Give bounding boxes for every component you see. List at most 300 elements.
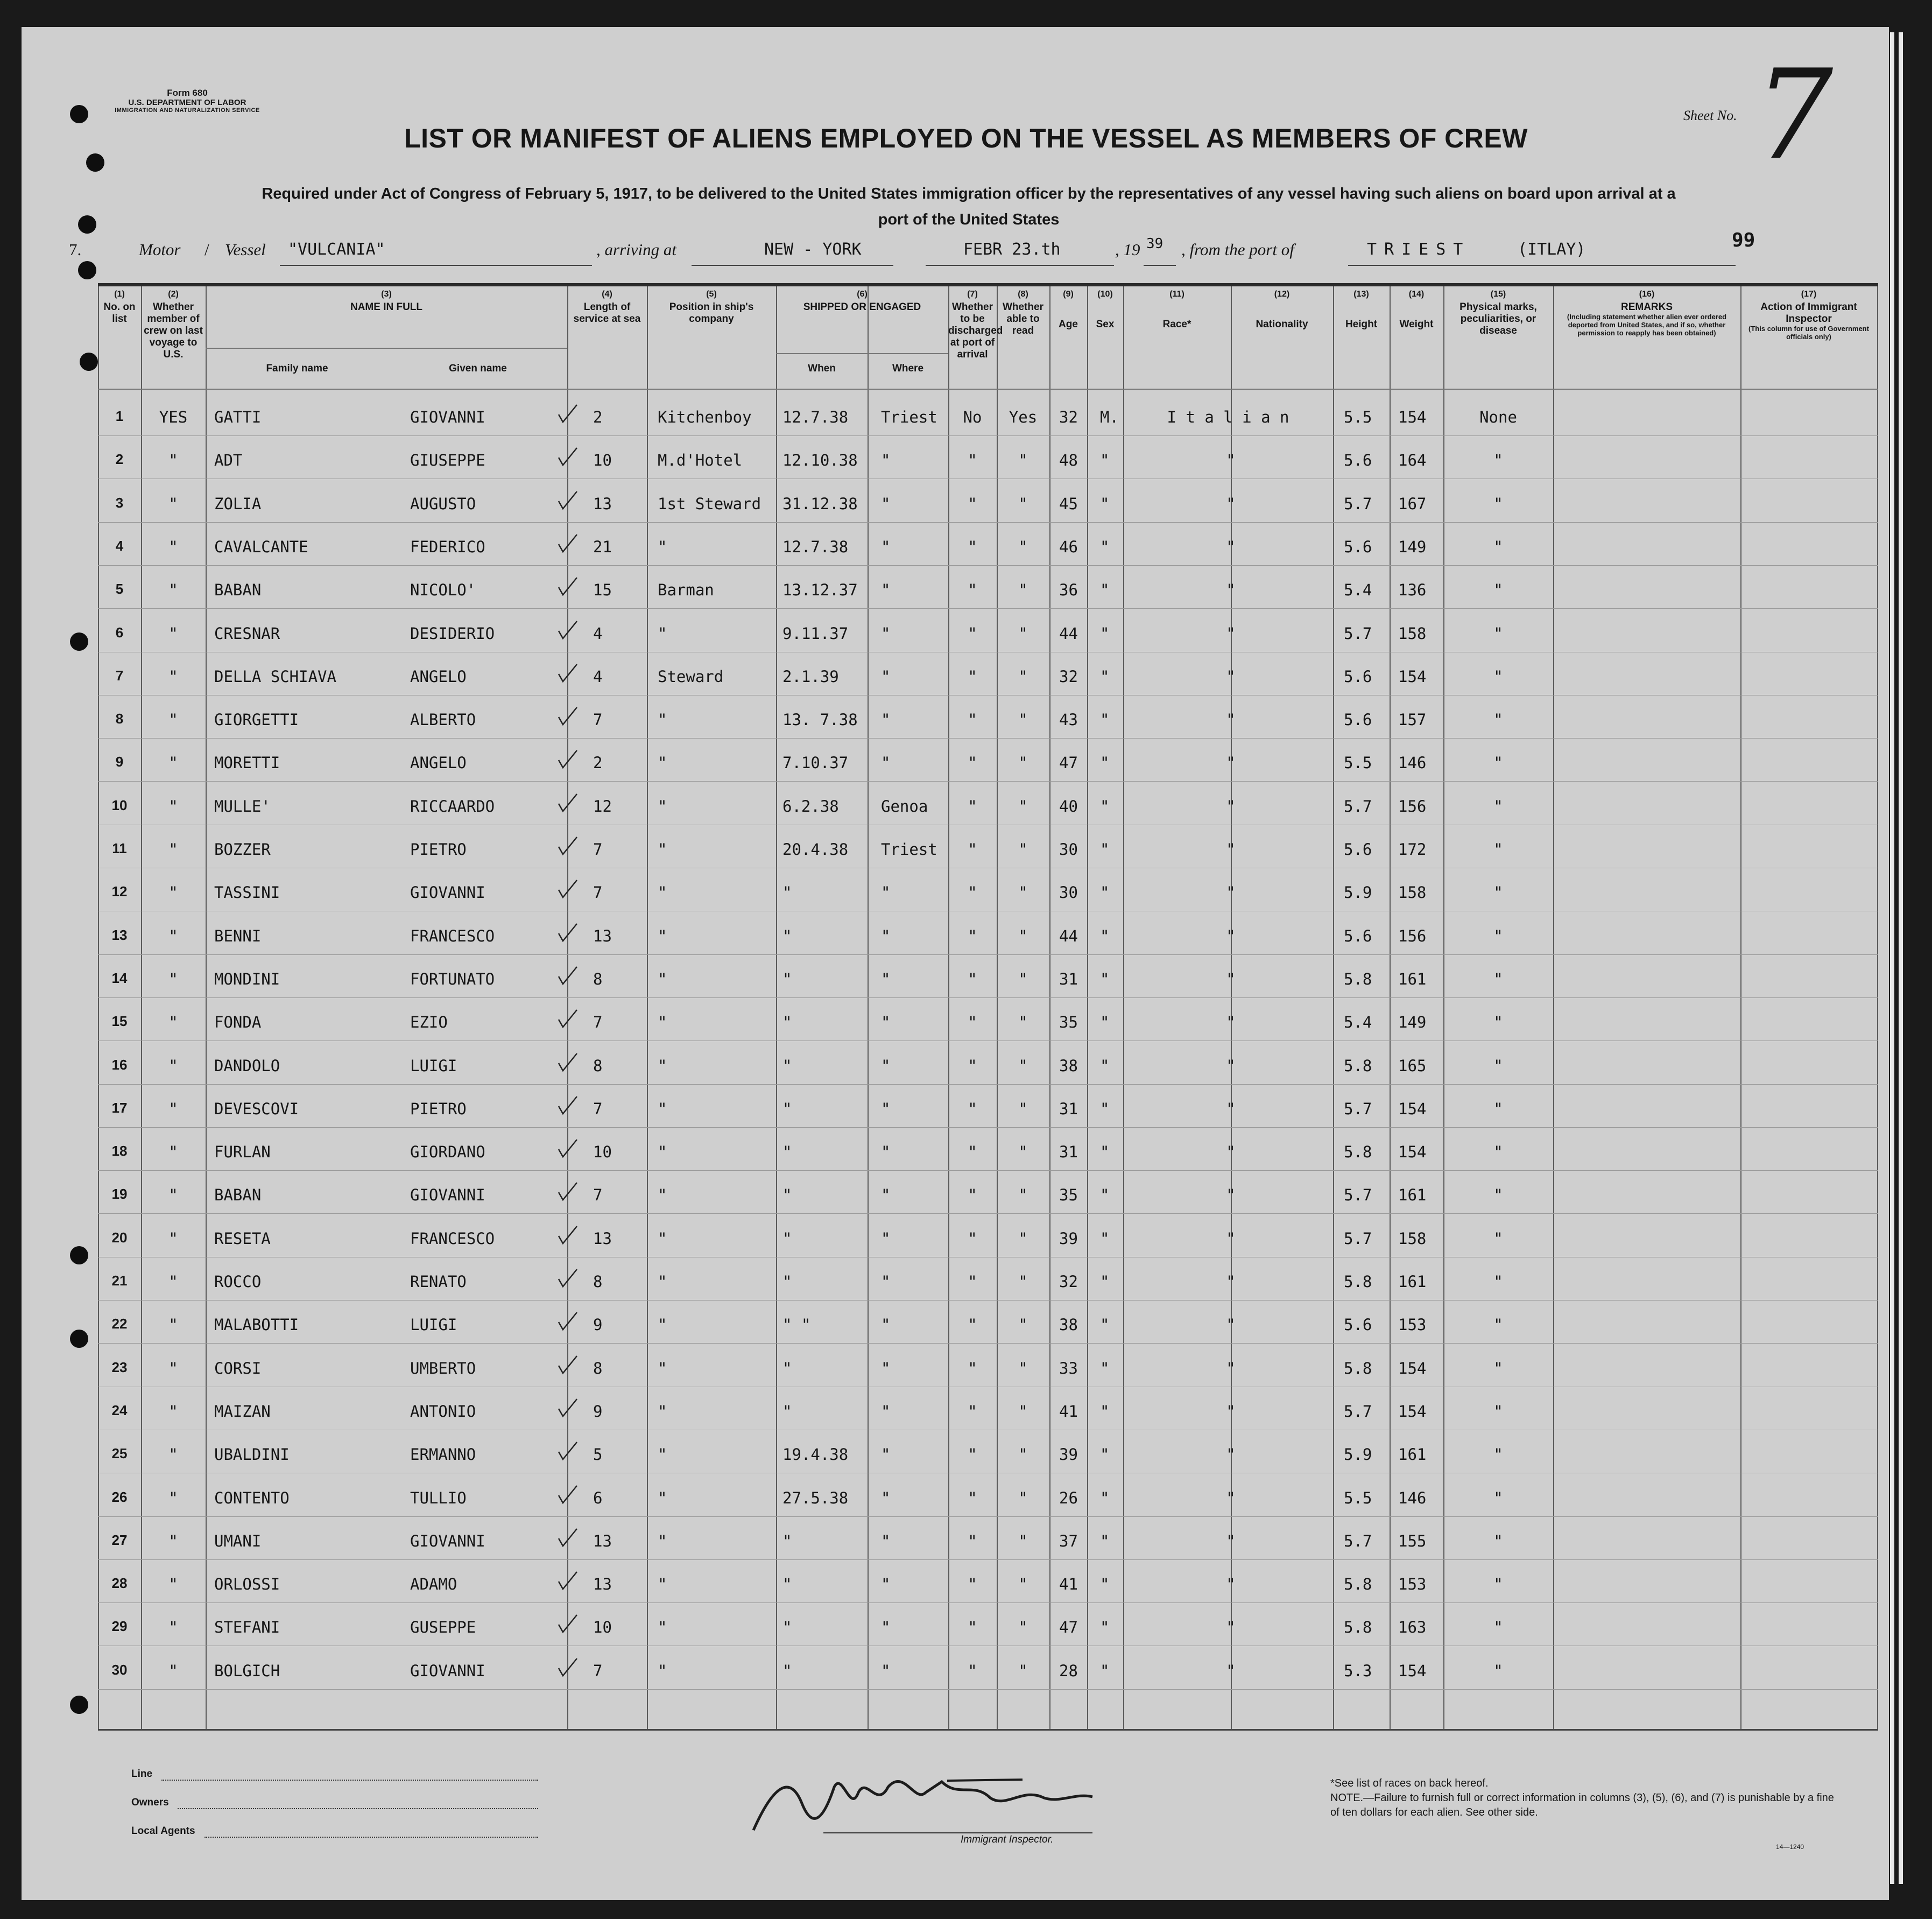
table-row	[98, 1388, 1878, 1430]
cell-given: NICOLO'	[410, 581, 476, 600]
cell-read: "	[1018, 840, 1028, 859]
arriving-label: , arriving at	[596, 240, 676, 259]
cell-nationality: "	[1226, 624, 1236, 643]
col-header-prev-voyage: (2) Whether member of crew on last voyage to U.S.	[144, 290, 203, 360]
cell-given: GIOVANNI	[410, 883, 485, 902]
cell-no: 30	[111, 1661, 128, 1678]
cell-where: "	[881, 1531, 891, 1550]
cell-nationality: "	[1226, 1661, 1236, 1680]
cell-position: "	[658, 1186, 667, 1205]
penalty-note: NOTE.—Failure to furnish full or correct information in columns (3), (5), (6), and (7) is punishable by a fine of ten dollars for each alien. See other side.	[1330, 1792, 1834, 1818]
arrival-date: FEBR 23.th	[963, 240, 1061, 259]
cell-marks: "	[1493, 1575, 1503, 1594]
cell-sex: "	[1100, 1013, 1110, 1032]
cell-discharged: "	[968, 1229, 977, 1248]
cell-position: "	[658, 1402, 667, 1421]
table-row	[98, 1345, 1878, 1387]
cell-height: 5.7	[1344, 797, 1372, 816]
cell-service: 21	[593, 537, 612, 556]
cell-service: 10	[593, 1618, 612, 1637]
cell-position: Steward	[658, 667, 724, 686]
row-rule	[98, 1127, 1878, 1128]
check-mark-icon	[556, 1656, 578, 1678]
cell-read: "	[1018, 1445, 1028, 1464]
cell-no: 16	[111, 1056, 128, 1073]
table-row	[98, 783, 1878, 825]
cell-weight: 157	[1398, 711, 1427, 729]
cell-prev: "	[168, 1618, 178, 1637]
cell-no: 13	[111, 926, 128, 943]
cell-age: 31	[1059, 1099, 1078, 1118]
line-label: Line	[131, 1768, 153, 1780]
cell-prev: "	[168, 840, 178, 859]
sheet-number: 7	[1754, 44, 1834, 187]
cell-family: FONDA	[214, 1013, 262, 1032]
col-header-sex: (10) Sex	[1096, 290, 1115, 331]
col-header-physical-marks: (15) Physical marks, peculiarities, or disease	[1459, 290, 1537, 337]
vessel-name: "VULCANIA"	[288, 240, 385, 259]
cell-position: "	[658, 1488, 667, 1507]
cell-given: GIOVANNI	[410, 1661, 485, 1680]
cell-nationality: "	[1226, 537, 1236, 556]
cell-weight: 154	[1398, 1402, 1427, 1421]
table-row	[98, 999, 1878, 1041]
cell-where: "	[881, 1013, 891, 1032]
cell-given: LUIGI	[410, 1056, 457, 1075]
cell-prev: "	[168, 624, 178, 643]
cell-position: "	[658, 537, 667, 556]
cell-marks: "	[1493, 754, 1503, 772]
cell-height: 5.7	[1344, 494, 1372, 513]
cell-age: 33	[1059, 1359, 1078, 1377]
cell-weight: 149	[1398, 537, 1427, 556]
check-mark-icon	[556, 1224, 578, 1246]
cell-where: "	[881, 1273, 891, 1291]
row-rule	[98, 522, 1878, 523]
cell-age: 47	[1059, 1618, 1078, 1637]
row-rule	[98, 1170, 1878, 1171]
cell-family: BABAN	[214, 581, 262, 600]
vessel-info-line	[0, 235, 1932, 267]
slash-mark: /	[205, 240, 209, 259]
cell-nationality: "	[1226, 667, 1236, 686]
cell-prev: "	[168, 667, 178, 686]
table-row	[98, 394, 1878, 436]
cell-height: 5.8	[1344, 1618, 1372, 1637]
cell-marks: "	[1493, 1013, 1503, 1032]
cell-service: 12	[593, 797, 612, 816]
cell-given: PIETRO	[410, 1099, 467, 1118]
cell-age: 28	[1059, 1661, 1078, 1680]
cell-family: ADT	[214, 451, 243, 470]
cell-position: "	[658, 1445, 667, 1464]
cell-weight: 156	[1398, 797, 1427, 816]
cell-given: GIUSEPPE	[410, 451, 485, 470]
cell-height: 5.7	[1344, 1531, 1372, 1550]
cell-given: ERMANNO	[410, 1445, 476, 1464]
cell-prev: "	[168, 711, 178, 729]
cell-prev: "	[168, 883, 178, 902]
cell-discharged: "	[968, 667, 977, 686]
cell-no: 18	[111, 1143, 128, 1159]
cell-age: 31	[1059, 1143, 1078, 1162]
check-mark-icon	[556, 1310, 578, 1332]
check-mark-icon	[556, 748, 578, 770]
form-number: Form 680	[167, 88, 208, 98]
cell-sex: "	[1100, 1618, 1110, 1637]
cell-when: "	[782, 883, 792, 902]
cell-where: "	[881, 494, 891, 513]
cell-when: 6.2.38	[782, 797, 839, 816]
cell-nationality: "	[1226, 1229, 1236, 1248]
cell-where: "	[881, 537, 891, 556]
cell-when: "	[782, 1359, 792, 1377]
cell-sex: "	[1100, 1273, 1110, 1291]
table-top-rule	[98, 283, 1878, 286]
cell-when: "	[782, 1661, 792, 1680]
cell-sex: "	[1100, 667, 1110, 686]
cell-position: "	[658, 1531, 667, 1550]
cell-height: 5.5	[1344, 408, 1372, 426]
check-mark-icon	[556, 532, 578, 554]
cell-service: 13	[593, 1575, 612, 1594]
check-mark-icon	[556, 1354, 578, 1375]
cell-service: 13	[593, 1229, 612, 1248]
cell-age: 39	[1059, 1229, 1078, 1248]
cell-prev: "	[168, 1316, 178, 1334]
check-mark-icon	[556, 705, 578, 727]
cell-nationality: "	[1226, 1099, 1236, 1118]
cell-where: "	[881, 1143, 891, 1162]
cell-age: 41	[1059, 1575, 1078, 1594]
cell-when: " "	[782, 1316, 811, 1334]
cell-read: "	[1018, 1143, 1028, 1162]
cell-height: 5.4	[1344, 581, 1372, 600]
cell-no: 12	[111, 883, 128, 900]
cell-read: "	[1018, 1488, 1028, 1507]
cell-sex: "	[1100, 711, 1110, 729]
cell-where: Triest	[881, 408, 937, 426]
form-identifier	[96, 88, 279, 114]
cell-position: "	[658, 1575, 667, 1594]
row-rule	[98, 565, 1878, 566]
cell-when: 31.12.38	[782, 494, 858, 513]
cell-given: ANGELO	[410, 754, 467, 772]
cell-service: 10	[593, 1143, 612, 1162]
cell-when: "	[782, 1273, 792, 1291]
cell-when: 12.10.38	[782, 451, 858, 470]
cell-service: 15	[593, 581, 612, 600]
check-mark-icon	[556, 965, 578, 986]
header-bottom-rule	[98, 389, 1878, 390]
department-name: U.S. DEPARTMENT OF LABOR	[128, 97, 246, 107]
table-row	[98, 869, 1878, 911]
cell-where: "	[881, 1661, 891, 1680]
from-port-label: , from the port of	[1181, 240, 1294, 259]
row-rule	[98, 997, 1878, 998]
cell-sex: "	[1100, 537, 1110, 556]
col-header-read: (8) Whether able to read	[1003, 290, 1043, 337]
cell-family: UBALDINI	[214, 1445, 290, 1464]
cell-family: BOZZER	[214, 840, 271, 859]
cell-marks: "	[1493, 1445, 1503, 1464]
row-rule	[98, 954, 1878, 955]
cell-given: GUSEPPE	[410, 1618, 476, 1637]
table-bottom-rule	[98, 1729, 1878, 1731]
cell-where: "	[881, 969, 891, 988]
cell-given: GIOVANNI	[410, 1186, 485, 1205]
cell-age: 35	[1059, 1013, 1078, 1032]
cell-height: 5.7	[1344, 1402, 1372, 1421]
cell-read: "	[1018, 1316, 1028, 1334]
arrival-port: NEW - YORK	[764, 240, 862, 259]
cell-where: "	[881, 1402, 891, 1421]
cell-no: 7	[115, 667, 124, 684]
motor-label: Motor	[139, 240, 181, 259]
cell-service: 8	[593, 1273, 603, 1291]
cell-when: 7.10.37	[782, 754, 849, 772]
from-port-underline	[1348, 265, 1736, 266]
cell-where: "	[881, 1229, 891, 1248]
row-rule	[98, 1516, 1878, 1517]
cell-marks: "	[1493, 969, 1503, 988]
table-row	[98, 1475, 1878, 1517]
cell-nationality: "	[1226, 840, 1236, 859]
cell-nationality: "	[1226, 1575, 1236, 1594]
cell-when: "	[782, 926, 792, 945]
cell-service: 2	[593, 408, 603, 426]
cell-position: "	[658, 1013, 667, 1032]
check-mark-icon	[556, 403, 578, 424]
cell-sex: "	[1100, 624, 1110, 643]
cell-read: "	[1018, 797, 1028, 816]
cell-given: FORTUNATO	[410, 969, 495, 988]
cell-family: ROCCO	[214, 1273, 262, 1291]
cell-age: 48	[1059, 451, 1078, 470]
cell-prev: "	[168, 754, 178, 772]
cell-read: "	[1018, 1273, 1028, 1291]
cell-given: FRANCESCO	[410, 1229, 495, 1248]
subtitle-line-2: port of the United States	[878, 211, 1060, 228]
col-header-no: (1) No. on list	[103, 290, 136, 325]
cell-weight: 167	[1398, 494, 1427, 513]
cell-discharged: "	[968, 754, 977, 772]
cell-sex: "	[1100, 1359, 1110, 1377]
table-row	[98, 913, 1878, 955]
check-mark-icon	[556, 1570, 578, 1591]
cell-no: 1	[115, 408, 124, 424]
cell-family: MALABOTTI	[214, 1316, 299, 1334]
cell-height: 5.6	[1344, 1316, 1372, 1334]
cell-prev: "	[168, 1575, 178, 1594]
col-header-nationality: (12) Nationality	[1256, 290, 1308, 331]
cell-given: TULLIO	[410, 1488, 467, 1507]
row-rule	[98, 1602, 1878, 1603]
cell-nationality: "	[1226, 1013, 1236, 1032]
cell-family: GIORGETTI	[214, 711, 299, 729]
cell-read: "	[1018, 969, 1028, 988]
cell-weight: 154	[1398, 1143, 1427, 1162]
cell-height: 5.6	[1344, 926, 1372, 945]
cell-given: PIETRO	[410, 840, 467, 859]
cell-prev: "	[168, 969, 178, 988]
cell-family: TASSINI	[214, 883, 280, 902]
cell-marks: "	[1493, 1273, 1503, 1291]
cell-nationality: "	[1226, 1531, 1236, 1550]
cell-sex: "	[1100, 883, 1110, 902]
cell-family: MONDINI	[214, 969, 280, 988]
cell-nationality: "	[1226, 1143, 1236, 1162]
cell-position: "	[658, 1056, 667, 1075]
cell-nationality: "	[1226, 883, 1236, 902]
cell-sex: "	[1100, 1575, 1110, 1594]
cell-no: 25	[111, 1445, 128, 1462]
cell-family: DELLA SCHIAVA	[214, 667, 336, 686]
cell-discharged: "	[968, 1186, 977, 1205]
cell-read: "	[1018, 1013, 1028, 1032]
cell-given: DESIDERIO	[410, 624, 495, 643]
check-mark-icon	[556, 1397, 578, 1418]
cell-family: ZOLIA	[214, 494, 262, 513]
cell-marks: None	[1479, 408, 1517, 426]
local-agents-field	[205, 1837, 538, 1838]
table-row	[98, 1043, 1878, 1085]
table-row	[98, 826, 1878, 868]
cell-service: 13	[593, 494, 612, 513]
cell-discharged: "	[968, 1618, 977, 1637]
cell-nationality: "	[1226, 711, 1236, 729]
cell-given: ANTONIO	[410, 1402, 476, 1421]
cell-weight: 154	[1398, 1359, 1427, 1377]
cell-where: Triest	[881, 840, 937, 859]
check-mark-icon	[556, 1051, 578, 1073]
cell-marks: "	[1493, 1056, 1503, 1075]
cell-sex: "	[1100, 926, 1110, 945]
cell-no: 27	[111, 1531, 128, 1548]
cell-prev: "	[168, 1402, 178, 1421]
cell-no: 11	[112, 840, 127, 856]
cell-read: "	[1018, 1186, 1028, 1205]
cell-family: ORLOSSI	[214, 1575, 280, 1594]
cell-nationality: "	[1226, 1618, 1236, 1637]
cell-marks: "	[1493, 581, 1503, 600]
cell-age: 37	[1059, 1531, 1078, 1550]
cell-service: 4	[593, 667, 603, 686]
cell-nationality: "	[1226, 1445, 1236, 1464]
cell-discharged: "	[968, 1316, 977, 1334]
cell-discharged: "	[968, 1273, 977, 1291]
row-rule	[98, 1689, 1878, 1690]
cell-sex: "	[1100, 969, 1110, 988]
cell-when: 27.5.38	[782, 1488, 849, 1507]
cell-position: "	[658, 797, 667, 816]
cell-service: 8	[593, 1056, 603, 1075]
cell-read: "	[1018, 1575, 1028, 1594]
cell-discharged: "	[968, 969, 977, 988]
cell-position: "	[658, 1143, 667, 1162]
cell-discharged: "	[968, 840, 977, 859]
col-header-shipped: (6) SHIPPED OR ENGAGED	[803, 290, 921, 313]
cell-family: DANDOLO	[214, 1056, 280, 1075]
cell-age: 35	[1059, 1186, 1078, 1205]
cell-read: "	[1018, 754, 1028, 772]
check-mark-icon	[556, 575, 578, 597]
cell-where: "	[881, 581, 891, 600]
departure-country: (ITLAY)	[1518, 240, 1586, 259]
cell-position: "	[658, 754, 667, 772]
check-mark-icon	[556, 878, 578, 899]
cell-when: "	[782, 1143, 792, 1162]
cell-no: 28	[111, 1575, 128, 1592]
cell-marks: "	[1493, 1402, 1503, 1421]
cell-prev: "	[168, 581, 178, 600]
check-mark-icon	[556, 619, 578, 641]
cell-discharged: "	[968, 1488, 977, 1507]
col-header-family-name: Family name	[266, 363, 328, 374]
cell-given: GIORDANO	[410, 1143, 485, 1162]
cell-age: 38	[1059, 1316, 1078, 1334]
cell-family: BABAN	[214, 1186, 262, 1205]
table-row	[98, 1172, 1878, 1214]
cell-service: 7	[593, 1099, 603, 1118]
cell-no: 14	[111, 969, 128, 986]
cell-position: "	[658, 883, 667, 902]
table-row	[98, 481, 1878, 523]
cell-height: 5.5	[1344, 1488, 1372, 1507]
cell-discharged: "	[968, 1143, 977, 1162]
cell-given: AUGUSTO	[410, 494, 476, 513]
cell-marks: "	[1493, 1186, 1503, 1205]
row-rule	[98, 1300, 1878, 1301]
cell-given: ALBERTO	[410, 711, 476, 729]
cell-read: "	[1018, 1229, 1028, 1248]
cell-age: 47	[1059, 754, 1078, 772]
cell-where: "	[881, 451, 891, 470]
check-mark-icon	[556, 446, 578, 467]
cell-age: 45	[1059, 494, 1078, 513]
cell-marks: "	[1493, 1661, 1503, 1680]
cell-service: 10	[593, 451, 612, 470]
table-row	[98, 437, 1878, 479]
line-field	[161, 1780, 538, 1781]
cell-where: "	[881, 883, 891, 902]
subtitle-line-1: Required under Act of Congress of February 5, 1917, to be delivered to the United States immigration officer by the representatives of any vessel having such aliens on board upon arrival at a	[262, 185, 1676, 202]
cell-discharged: "	[968, 537, 977, 556]
cell-height: 5.8	[1344, 1056, 1372, 1075]
cell-prev: "	[168, 537, 178, 556]
cell-nationality: "	[1226, 1056, 1236, 1075]
row-rule	[98, 781, 1878, 782]
cell-read: "	[1018, 1402, 1028, 1421]
year-underline	[1144, 265, 1176, 266]
cell-weight: 155	[1398, 1531, 1427, 1550]
cell-age: 30	[1059, 840, 1078, 859]
col-header-race: (11) Race*	[1162, 290, 1191, 331]
cell-age: 26	[1059, 1488, 1078, 1507]
cell-weight: 154	[1398, 1661, 1427, 1680]
cell-no: 5	[115, 581, 124, 598]
check-mark-icon	[556, 1440, 578, 1461]
cell-sex: "	[1100, 1531, 1110, 1550]
cell-height: 5.6	[1344, 537, 1372, 556]
cell-family: BOLGICH	[214, 1661, 280, 1680]
cell-service: 13	[593, 1531, 612, 1550]
cell-weight: 154	[1398, 1099, 1427, 1118]
cell-marks: "	[1493, 1531, 1503, 1550]
cell-no: 2	[115, 451, 124, 468]
cell-discharged: No	[963, 408, 982, 426]
cell-no: 29	[111, 1618, 128, 1635]
